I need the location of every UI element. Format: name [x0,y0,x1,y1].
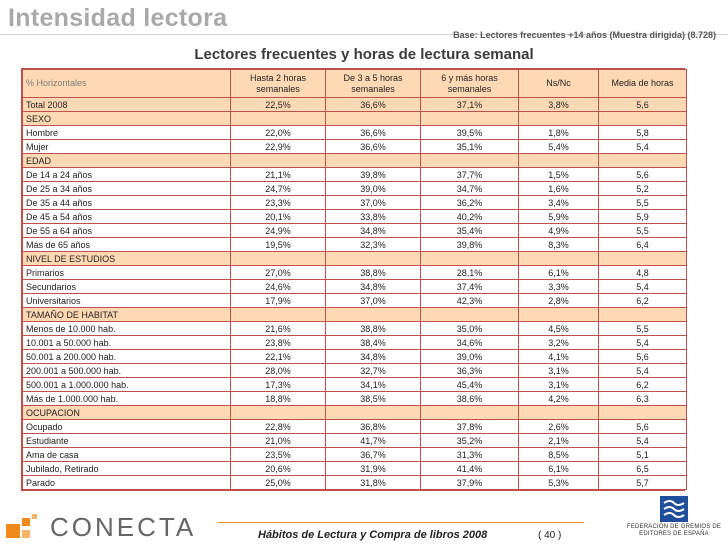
row-label: Más de 65 años [23,238,231,252]
section-fill-cell [231,112,326,126]
cell-value: 36,6% [326,98,421,112]
cell-value: 4,9% [519,224,599,238]
row-label: Menos de 10.000 hab. [23,322,231,336]
section-title: SEXO [23,112,231,126]
column-header: Media de horas [599,70,687,98]
row-label: Jubilado, Retirado [23,462,231,476]
section-fill-cell [231,308,326,322]
row-label: 200.001 a 500.000 hab. [23,364,231,378]
section-fill-cell [519,252,599,266]
cell-value: 31,8% [326,476,421,490]
cell-value: 37,1% [421,98,519,112]
table-row [23,350,687,364]
publication-title: Hábitos de Lectura y Compra de libros 2008 [258,529,488,541]
section-row [23,308,687,322]
cell-value: 5,6 [599,168,687,182]
cell-value: 3,1% [519,364,599,378]
cell-value: 40,2% [421,210,519,224]
section-fill-cell [326,252,421,266]
section-fill-cell [231,154,326,168]
section-title: OCUPACION [23,406,231,420]
section-row [23,112,687,126]
section-fill-cell [421,252,519,266]
cell-value: 34,8% [326,350,421,364]
cell-value: 6,1% [519,266,599,280]
cell-value: 20,1% [231,210,326,224]
table-row [23,378,687,392]
table-row [23,462,687,476]
cell-value: 3,4% [519,196,599,210]
cell-value: 1,6% [519,182,599,196]
cell-value: 3,3% [519,280,599,294]
cell-value: 6,1% [519,462,599,476]
cell-value: 39,8% [421,238,519,252]
cell-value: 41,7% [326,434,421,448]
table-row [23,182,687,196]
cell-value: 36,8% [326,420,421,434]
cell-value: 45,4% [421,378,519,392]
cell-value: 4,2% [519,392,599,406]
cell-value: 33,8% [326,210,421,224]
row-label: De 55 a 64 años [23,224,231,238]
cell-value: 19,5% [231,238,326,252]
cell-value: 35,0% [421,322,519,336]
cell-value: 31,3% [421,448,519,462]
row-label: De 35 a 44 años [23,196,231,210]
table-row [23,196,687,210]
cell-value: 24,7% [231,182,326,196]
cell-value: 38,5% [326,392,421,406]
total-row [23,98,687,112]
cell-value: 23,5% [231,448,326,462]
section-row [23,154,687,168]
cell-value: 21,1% [231,168,326,182]
table-row [23,322,687,336]
section-title: NIVEL DE ESTUDIOS [23,252,231,266]
section-fill-cell [599,154,687,168]
section-fill-cell [231,406,326,420]
cell-value: 28,1% [421,266,519,280]
row-label: Ama de casa [23,448,231,462]
cell-value: 8,5% [519,448,599,462]
section-fill-cell [519,112,599,126]
footer-divider [218,522,584,523]
cell-value: 37,9% [421,476,519,490]
section-fill-cell [519,406,599,420]
row-label: Total 2008 [23,98,231,112]
section-fill-cell [421,112,519,126]
cell-value: 39,0% [326,182,421,196]
table-row [23,126,687,140]
cell-value: 36,3% [421,364,519,378]
cell-value: 27,0% [231,266,326,280]
cell-value: 4,5% [519,322,599,336]
cell-value: 3,8% [519,98,599,112]
cell-value: 2,1% [519,434,599,448]
row-label: 50.001 a 200.000 hab. [23,350,231,364]
cell-value: 34,1% [326,378,421,392]
section-fill-cell [599,406,687,420]
cell-value: 38,6% [421,392,519,406]
column-header: Ns/Nc [519,70,599,98]
cell-value: 37,0% [326,196,421,210]
cell-value: 20,6% [231,462,326,476]
cell-value: 35,4% [421,224,519,238]
cell-value: 31,9% [326,462,421,476]
cell-value: 34,7% [421,182,519,196]
cell-value: 39,0% [421,350,519,364]
cell-value: 5,4 [599,280,687,294]
column-header: 6 y más horas semanales [421,70,519,98]
cell-value: 34,8% [326,224,421,238]
cell-value: 23,3% [231,196,326,210]
cell-value: 5,1 [599,448,687,462]
cell-value: 5,7 [599,476,687,490]
cell-value: 6,5 [599,462,687,476]
section-fill-cell [326,154,421,168]
row-label: Ocupado [23,420,231,434]
cell-value: 5,6 [599,350,687,364]
cell-value: 17,3% [231,378,326,392]
cell-value: 6,3 [599,392,687,406]
cell-value: 5,3% [519,476,599,490]
cell-value: 37,4% [421,280,519,294]
row-label: De 45 a 54 años [23,210,231,224]
table-row [23,140,687,154]
cell-value: 22,0% [231,126,326,140]
cell-value: 3,2% [519,336,599,350]
cell-value: 21,0% [231,434,326,448]
table-row [23,224,687,238]
conecta-logo-icon [6,514,46,547]
table-row [23,168,687,182]
row-label: Universitarios [23,294,231,308]
cell-value: 32,3% [326,238,421,252]
cell-value: 37,8% [421,420,519,434]
cell-value: 2,6% [519,420,599,434]
cell-value: 36,6% [326,140,421,154]
section-fill-cell [421,406,519,420]
table-title: Lectores frecuentes y horas de lectura semanal [194,46,534,63]
row-label: Primarios [23,266,231,280]
table-row [23,392,687,406]
section-fill-cell [421,308,519,322]
cell-value: 42,3% [421,294,519,308]
section-fill-cell [599,308,687,322]
page-title: Intensidad lectora [8,4,228,32]
row-label: Estudiante [23,434,231,448]
cell-value: 6,2 [599,294,687,308]
cell-value: 36,6% [326,126,421,140]
section-fill-cell [519,154,599,168]
cell-value: 3,1% [519,378,599,392]
section-title: EDAD [23,154,231,168]
cell-value: 35,2% [421,434,519,448]
section-fill-cell [326,406,421,420]
cell-value: 5,4 [599,140,687,154]
cell-value: 35,1% [421,140,519,154]
cell-value: 38,8% [326,322,421,336]
cell-value: 6,2 [599,378,687,392]
column-header: De 3 a 5 horas semanales [326,70,421,98]
cell-value: 41,4% [421,462,519,476]
cell-value: 24,6% [231,280,326,294]
row-label: Hombre [23,126,231,140]
table-row [23,210,687,224]
cell-value: 5,6 [599,98,687,112]
fge-logo-icon [660,496,688,527]
section-row [23,252,687,266]
cell-value: 5,6 [599,420,687,434]
base-note: Base: Lectores frecuentes +14 años (Muestra dirigida) (8.728) [453,30,716,40]
cell-value: 5,5 [599,196,687,210]
section-fill-cell [599,252,687,266]
section-fill-cell [421,154,519,168]
data-table [21,68,685,491]
section-fill-cell [231,252,326,266]
cell-value: 1,8% [519,126,599,140]
cell-value: 5,4% [519,140,599,154]
cell-value: 18,8% [231,392,326,406]
cell-value: 34,6% [421,336,519,350]
cell-value: 1,5% [519,168,599,182]
page-number: ( 40 ) [538,530,562,541]
cell-value: 5,5 [599,224,687,238]
cell-value: 17,9% [231,294,326,308]
fge-logo-text: FEDERACIÓN DE GREMIOS DE EDITORES DE ESPAÑA [626,524,722,537]
cell-value: 5,9% [519,210,599,224]
cell-value: 38,4% [326,336,421,350]
cell-value: 4,8 [599,266,687,280]
section-title: TAMAÑO DE HABITAT [23,308,231,322]
table-row [23,448,687,462]
column-header: Hasta 2 horas semanales [231,70,326,98]
cell-value: 5,9 [599,210,687,224]
section-row [23,406,687,420]
cell-value: 37,0% [326,294,421,308]
row-label: 10.001 a 50.000 hab. [23,336,231,350]
cell-value: 5,5 [599,322,687,336]
cell-value: 8,3% [519,238,599,252]
cell-value: 22,8% [231,420,326,434]
cell-value: 36,2% [421,196,519,210]
conecta-logo-text: CONECTA [50,512,197,542]
table-row [23,434,687,448]
section-fill-cell [326,112,421,126]
table-row [23,336,687,350]
table-row [23,476,687,490]
section-fill-cell [519,308,599,322]
cell-value: 5,8 [599,126,687,140]
cell-value: 37,7% [421,168,519,182]
cell-value: 21,6% [231,322,326,336]
row-label: Parado [23,476,231,490]
cell-value: 2,8% [519,294,599,308]
cell-value: 6,4 [599,238,687,252]
table-header-row [23,70,687,98]
table-row [23,294,687,308]
corner-label: % Horizontales [23,70,231,98]
cell-value: 23,8% [231,336,326,350]
section-fill-cell [326,308,421,322]
table-row [23,280,687,294]
row-label: De 14 a 24 años [23,168,231,182]
cell-value: 5,2 [599,182,687,196]
cell-value: 22,1% [231,350,326,364]
cell-value: 39,5% [421,126,519,140]
row-label: Mujer [23,140,231,154]
section-fill-cell [599,112,687,126]
cell-value: 36,7% [326,448,421,462]
cell-value: 5,4 [599,336,687,350]
cell-value: 5,4 [599,434,687,448]
cell-value: 4,1% [519,350,599,364]
cell-value: 39,8% [326,168,421,182]
cell-value: 38,8% [326,266,421,280]
row-label: Más de 1.000.000 hab. [23,392,231,406]
cell-value: 32,7% [326,364,421,378]
cell-value: 25,0% [231,476,326,490]
cell-value: 28,0% [231,364,326,378]
row-label: Secundarios [23,280,231,294]
table-row [23,238,687,252]
cell-value: 24,9% [231,224,326,238]
table-row [23,266,687,280]
row-label: De 25 a 34 años [23,182,231,196]
cell-value: 22,9% [231,140,326,154]
cell-value: 5,4 [599,364,687,378]
cell-value: 22,5% [231,98,326,112]
table-row [23,420,687,434]
cell-value: 34,8% [326,280,421,294]
table-row [23,364,687,378]
row-label: 500.001 a 1.000.000 hab. [23,378,231,392]
